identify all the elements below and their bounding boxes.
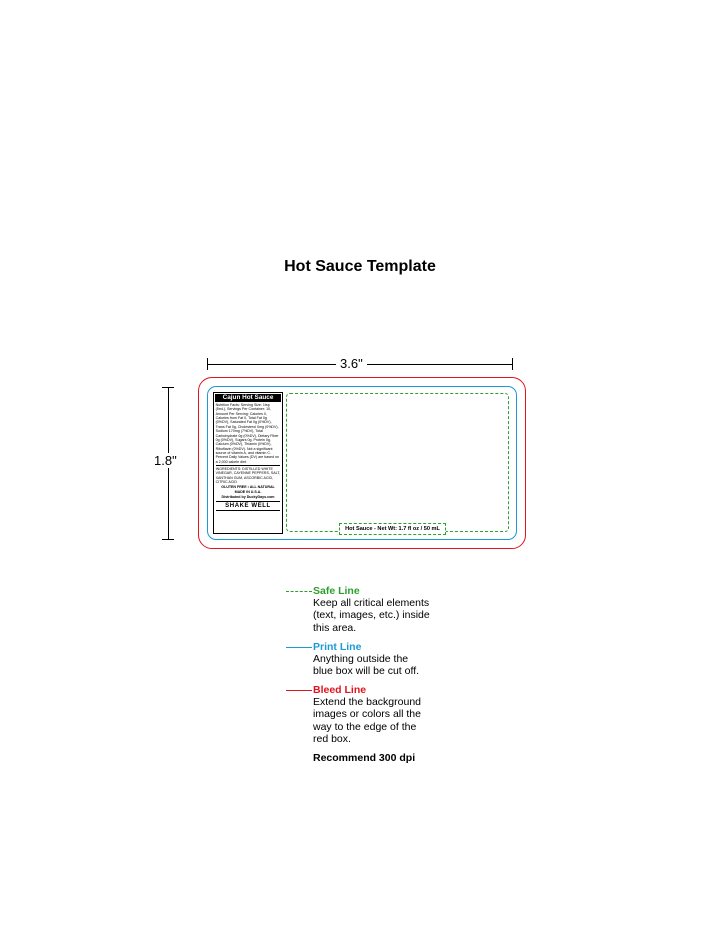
panel-title: Cajun Hot Sauce — [215, 394, 281, 403]
distributed-by-text: Distributed by DuckyDays.com — [221, 495, 275, 500]
gluten-free-text: GLUTEN FREE • ALL NATURAL MADE IN U.S.A. — [221, 485, 275, 494]
height-dim-tick-bottom — [162, 539, 174, 540]
recommend-dpi-text: Recommend 300 dpi — [313, 752, 416, 764]
height-dim-label: 1.8" — [150, 453, 181, 468]
print-line-title: Print Line — [313, 641, 362, 653]
page-title: Hot Sauce Template — [284, 258, 436, 275]
ingredients-text: INGREDIENTS: DISTILLED WHITE VINEGAR, CAYENNE PEPPERS, SALT, XANTHAN GUM, ASCORBIC ACID, CITRIC ACID — [215, 466, 281, 484]
width-dim-label: 3.6" — [336, 356, 367, 371]
shake-well-text: SHAKE WELL — [216, 501, 281, 511]
safe-line-box — [286, 393, 509, 532]
bleed-line-desc: Extend the background images or colors all the way to the edge of the red box. — [313, 696, 421, 746]
print-line-desc: Anything outside the blue box will be cut off. — [313, 653, 420, 678]
panel-body — [214, 403, 282, 511]
safe-line-title: Safe Line — [313, 585, 360, 597]
net-weight-box: Hot Sauce - Net Wt: 1.7 fl oz / 50 mL — [339, 523, 446, 535]
safe-line-desc: Keep all critical elements (text, images, etc.) inside this area. — [313, 597, 430, 634]
panel-divider — [216, 465, 281, 466]
width-dim-tick-right — [512, 358, 513, 370]
safe-line-swatch — [286, 591, 312, 592]
print-line-swatch — [286, 647, 312, 648]
bleed-line-swatch — [286, 690, 312, 691]
bleed-line-title: Bleed Line — [313, 684, 367, 696]
nutrition-panel — [213, 392, 283, 534]
nutrition-facts-text: Nutrition Facts: Serving Size: 1tsp (5mL), Servings Per Container: 10, Amount Per Serving: Calories 0, Calories from Fat 0, Total Fat 0g (0%DV), Saturated Fat 0g (0%DV), Trans Fat 0g, Cholesterol 0mg (0%DV), Sodium 170mg (7%DV), Total Carbohydrate 0g (0%DV), Dietary Fiber 0g (0%DV), Sugars 0g, Protein 0g, Calcium (0%DV), Thiamin (0%DV), Riboflavin (0%DV). Not a significant source of vitamin A, and vitamin C. Percent Daily Values (DV) are based on a 2,000 calorie diet. — [215, 403, 280, 464]
